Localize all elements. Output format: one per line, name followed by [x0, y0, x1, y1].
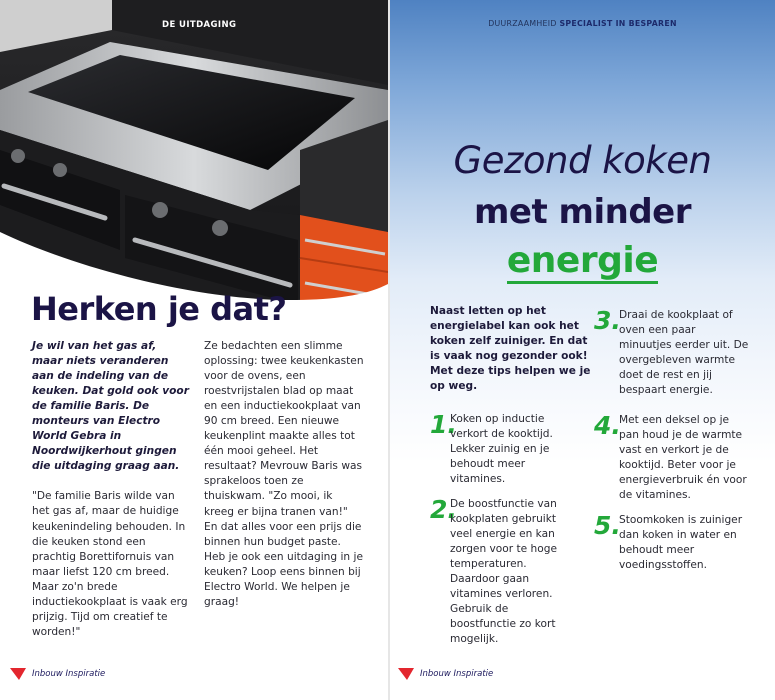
page-heading: Herken je dat?: [31, 290, 287, 328]
tips-column-2: [594, 304, 754, 624]
title-line-3: [390, 238, 775, 284]
tip-number: 2.: [430, 495, 457, 524]
tip-number: 1.: [430, 410, 457, 439]
footer-label: Inbouw Inspiratie: [32, 669, 106, 679]
footer-left: [10, 666, 105, 682]
tip-text: De boostfunctie van kookplaten gebruikt veel energie en kan zorgen voor te hoge temperaturen. Daardoor gaan vitamines verloren. Gebruik de boostfunctie zo kort mogelijk.: [450, 498, 557, 645]
section-header: [390, 19, 775, 28]
tip-number: 4.: [594, 411, 621, 440]
tip-number: 5.: [594, 511, 621, 540]
header-subtitle: SPECIALIST IN BESPAREN: [559, 19, 677, 28]
tip-text: Met een deksel op je pan houd je de warmte vast en verkort je de kooktijd. Beter voor je energieverbruik én voor de vitamines.: [619, 414, 747, 501]
tip-number: 3.: [594, 306, 621, 335]
right-page: [390, 0, 775, 700]
left-column-2: [204, 339, 364, 610]
title-line-2: met minder: [473, 192, 692, 232]
intro-paragraph: Je wil van het gas af, maar niets veranderen aan de indeling van de keuken. Dat gold ook voor de familie Baris. De monteurs van Electro World Gebra in Noordwijkerhout gingen die uitdaging graag aan.: [32, 340, 189, 473]
title-highlight: energie: [507, 240, 658, 284]
tip-text: Draai de kookplaat of oven een paar minuutjes eerder uit. De overgebleven warmte doet de rest en jij bespaart energie.: [619, 309, 749, 396]
kitchen-photo: [0, 0, 388, 310]
body-paragraph-1: "De familie Baris wilde van het gas af, maar de huidige keukenindeling behouden. In die keuken stond een prachtig Borettifornuis van maar liefst 120 cm breed. Maar zo'n brede inductiekookplaat is vaak erg prijzig. Tijd om creatief te worden!": [32, 490, 188, 638]
title-line-1: Gezond koken: [453, 139, 712, 182]
tip-text: Stoomkoken is zuiniger dan koken in water en behoudt meer voedingsstoffen.: [619, 514, 743, 571]
footer-label: Inbouw Inspiratie: [420, 669, 494, 679]
left-column-1: [32, 339, 190, 640]
logo-triangle-icon: [398, 668, 414, 680]
header-category: DUURZAAMHEID: [488, 19, 557, 28]
section-label: DE UITDAGING: [162, 20, 237, 30]
tips-column-1: [430, 304, 592, 645]
body-paragraph-2: Ze bedachten een slimme oplossing: twee keukenkasten voor de ovens, een roestvrijstalen blad op maat en een inductiekookplaat van 90 cm breed. Een nieuwe keukenplint maakte alles tot één mooi geheel. Het resultaat? Mevrouw Baris was sprakeloos toen ze thuiskwam. "Zo mooi, ik kreeg er bijna tranen van!" En dat alles voor een prijs die binnen hun budget paste. Heb je ook een uitdaging in je keuken? Loop eens binnen bij Electro World. We helpen je graag!: [204, 340, 364, 608]
tip-text: Koken op inductie verkort de kooktijd. Lekker zuinig en je behoudt meer vitamines.: [450, 413, 553, 485]
logo-triangle-icon: [10, 668, 26, 680]
footer-right: [398, 666, 493, 682]
lead-paragraph: Naast letten op het energielabel kan ook het koken zelf zuiniger. En dat is vaak nog gezonder ook! Met deze tips helpen we je op weg.: [430, 305, 591, 392]
